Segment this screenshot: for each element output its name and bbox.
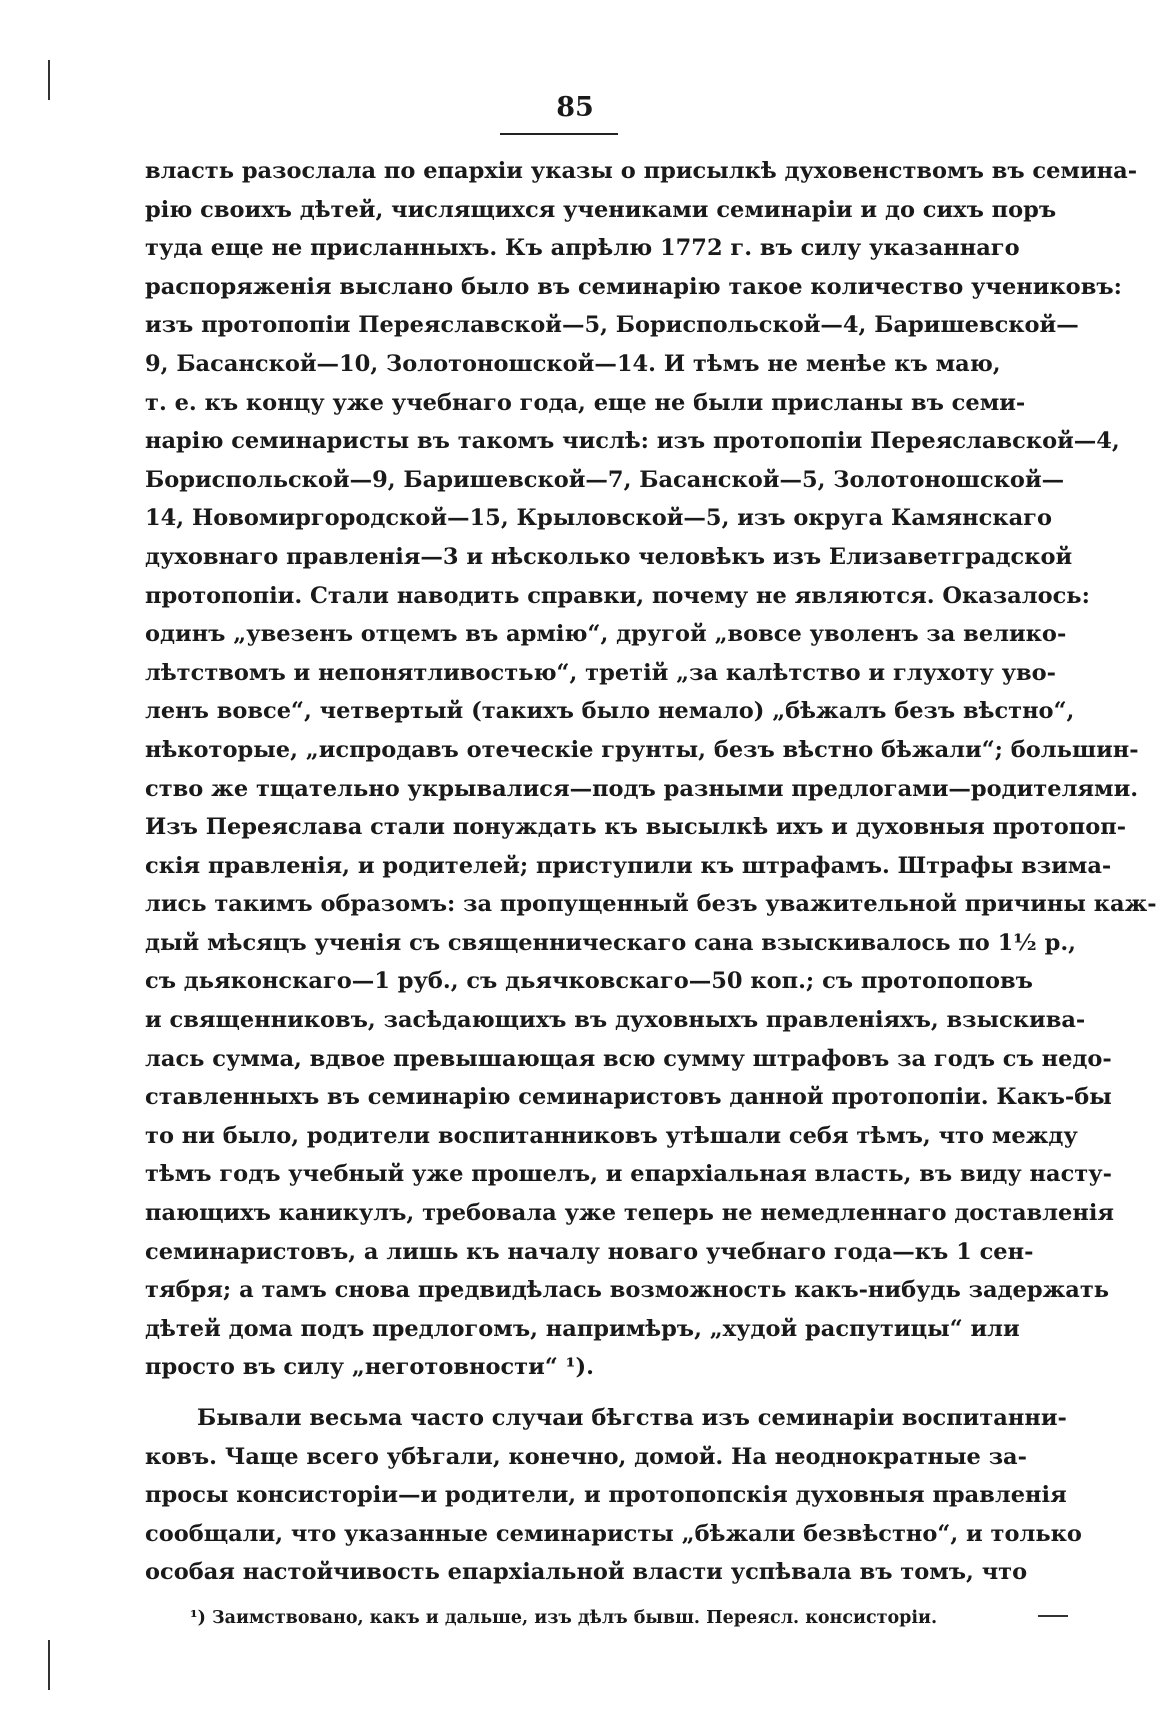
left-margin-mark	[48, 1640, 50, 1690]
text-line: Изъ Переяслава стали понуждать къ высылкѣ ихъ и духовныя протопоп-	[145, 814, 1127, 841]
text-line: изъ протопопіи Переяславской—5, Бориспольской—4, Баришевской—	[145, 312, 1079, 339]
text-line: пающихъ каникулъ, требовала уже теперь не немедленнаго доставленія	[145, 1200, 1114, 1227]
text-line: тѣмъ годъ учебный уже прошелъ, и епархіальная власть, въ виду насту-	[145, 1161, 1112, 1188]
text-line: т. е. къ концу уже учебнаго года, еще не были присланы въ семи-	[145, 389, 1026, 416]
text-line: съ дьяконскаго—1 руб., съ дьячковскаго—50 коп.; съ протопоповъ	[145, 968, 1033, 995]
text-line: семинаристовъ, а лишь къ началу новаго учебнаго года—къ 1 сен-	[145, 1238, 1034, 1265]
footnote: ¹) Заимствовано, какъ и дальше, изъ дѣлъ бывш. Переясл. консисторіи.	[190, 1608, 938, 1628]
text-line: одинъ „увезенъ отцемъ въ армію“, другой „вовсе уволенъ за велико-	[145, 621, 1067, 648]
text-line: лѣтствомъ и непонятливостью“, третій „за калѣтство и глухоту уво-	[145, 659, 1056, 686]
text-line: ставленныхъ въ семинарію семинаристовъ данной протопопіи. Какъ-бы	[145, 1084, 1112, 1111]
text-line: сообщали, что указанные семинаристы „бѣжали безвѣстно“, и только	[145, 1520, 1082, 1547]
text-line: ковъ. Чаще всего убѣгали, конечно, домой. На неоднократные за-	[145, 1443, 1027, 1470]
text-line: 9, Басанской—10, Золотоношской—14. И тѣмъ не менѣе къ маю,	[145, 350, 1001, 377]
body-text	[145, 152, 1157, 1592]
paragraph-2	[145, 1399, 1082, 1592]
text-line: духовнаго правленія—3 и нѣсколько человѣкъ изъ Елизаветградской	[145, 543, 1073, 570]
paragraph-1	[145, 152, 1157, 1387]
text-line: просы консисторіи—и родители, и протопопскія духовныя правленія	[145, 1482, 1067, 1509]
right-margin-mark	[1038, 1615, 1068, 1617]
text-line: то ни было, родители воспитанниковъ утѣшали себя тѣмъ, что между	[145, 1122, 1078, 1149]
text-line: особая настойчивость епархіальной власти успѣвала въ томъ, что	[145, 1559, 1028, 1586]
text-line: ство же тщательно укрывалися—подъ разными предлогами—родителями.	[145, 775, 1139, 802]
text-line: лись такимъ образомъ: за пропущенный безъ уважительной причины каж-	[145, 891, 1157, 918]
text-line: власть разослала по епархіи указы о присылкѣ духовенствомъ въ семина-	[145, 158, 1138, 184]
text-line: 14, Новомиргородской—15, Крыловской—5, изъ округа Камянскаго	[145, 505, 1052, 532]
text-line: нѣкоторые, „испродавъ отеческіе грунты, безъ вѣстно бѣжали“; большин-	[145, 736, 1139, 763]
text-line: Бориспольской—9, Баришевской—7, Басанской—5, Золотоношской—	[145, 466, 1065, 493]
page-number-rule	[500, 133, 618, 135]
text-line: и священниковъ, засѣдающихъ въ духовныхъ правленіяхъ, взыскива-	[145, 1007, 1086, 1034]
paragraph-gap	[145, 1387, 990, 1399]
text-line: рію своихъ дѣтей, числящихся учениками семинаріи и до сихъ поръ	[145, 196, 1057, 223]
left-margin-mark	[48, 60, 50, 100]
text-line: дѣтей дома подъ предлогомъ, напримѣръ, „худой распутицы“ или	[145, 1315, 1020, 1342]
text-line: Бывали весьма часто случаи бѣгства изъ семинаріи воспитанни-	[197, 1405, 1067, 1431]
text-line: просто въ силу „неготовности“ ¹).	[145, 1354, 594, 1381]
text-line: тября; а тамъ снова предвидѣлась возможность какъ-нибудь задержать	[145, 1277, 1110, 1304]
text-line: скія правленія, и родителей; приступили къ штрафамъ. Штрафы взима-	[145, 852, 1112, 879]
text-line: дый мѣсяцъ ученія съ священническаго сана взыскивалось по 1½ р.,	[145, 929, 1077, 956]
text-line: туда еще не присланныхъ. Къ апрѣлю 1772 г. въ силу указаннаго	[145, 235, 1020, 262]
text-line: распоряженія выслано было въ семинарію такое количество учениковъ:	[145, 273, 1122, 300]
text-line: нарію семинаристы въ такомъ числѣ: изъ протопопіи Переяславской—4,	[145, 428, 1120, 455]
text-line: лась сумма, вдвое превышающая всю сумму штрафовъ за годъ съ недо-	[145, 1045, 1112, 1072]
text-line: ленъ вовсе“, четвертый (такихъ было немало) „бѣжалъ безъ вѣстно“,	[145, 698, 1075, 725]
text-line: протопопіи. Стали наводить справки, почему не являются. Оказалось:	[145, 582, 1090, 609]
page-number: 85	[556, 92, 594, 123]
